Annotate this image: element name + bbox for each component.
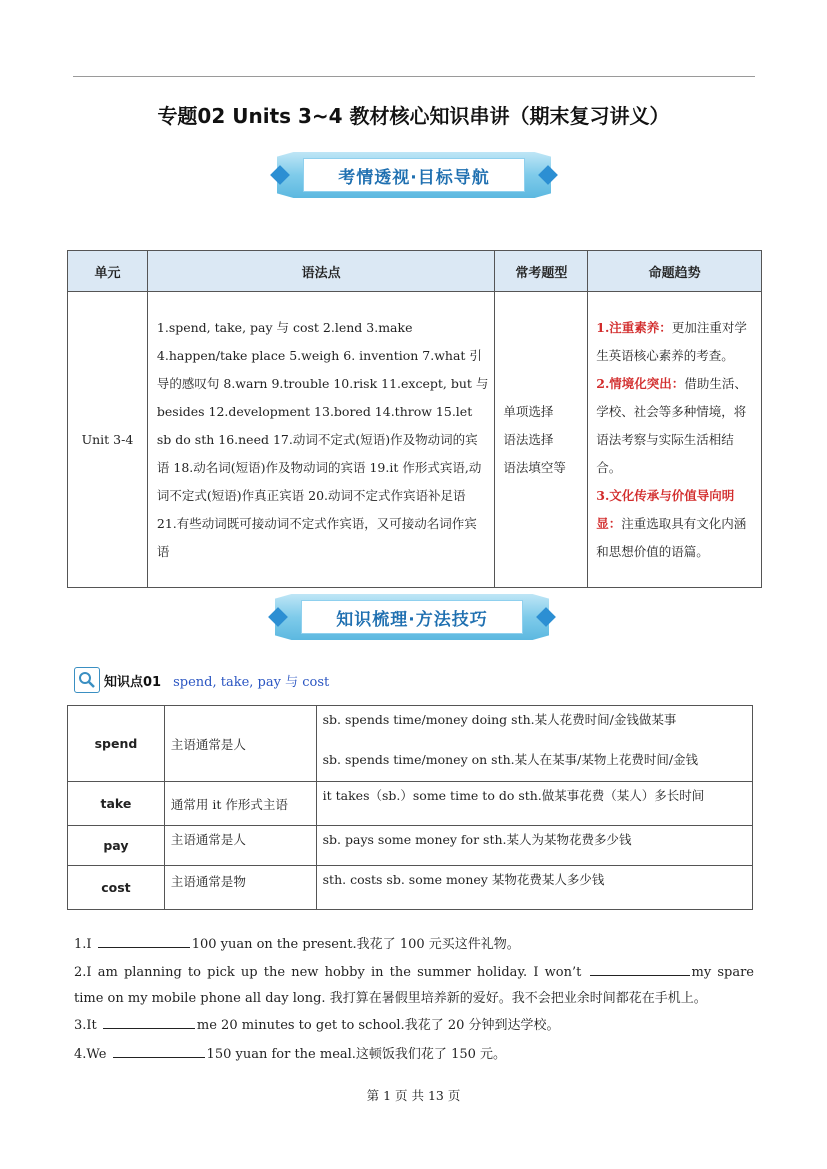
verb-subject: 主语通常是人 [164,706,316,782]
trends-cell [588,292,762,588]
banner-knowledge-methods-label: 知识梳理·方法技巧 [301,600,523,634]
exercise-text: 1.I [74,937,92,952]
question-type: 语法填空等 [503,459,566,475]
usage-line: sb. spends time/money doing sth.某人花费时间/金钱做某事 [322,712,677,727]
exercise-text: 150 yuan for the meal.这顿饭我们花了 150 元。 [206,1047,507,1062]
banner-knowledge-methods [275,594,549,640]
overview-row [68,292,762,588]
verb-word: pay [68,826,165,866]
exercise-text: me 20 minutes to get to school.我花了 20 分钟到达学校。 [196,1018,560,1033]
answer-blank[interactable] [103,1014,195,1029]
question-type: 单项选择 [503,403,554,419]
header-grammar: 语法点 [147,251,495,292]
header-trend: 命题趋势 [588,251,762,292]
exercise-text: 3.It [74,1018,97,1033]
document-title: 专题02 Units 3~4 教材核心知识串讲（期末复习讲义） [157,104,670,128]
answer-blank[interactable] [98,933,190,948]
table-row [68,782,753,826]
exercise-text: 4.We [74,1047,107,1062]
exercise-text: my spare time on my mobile phone all day long. 我打算在暑假里培养新的爱好。我不会把业余时间都花在手机上。 [74,965,754,1006]
verb-usage: it takes（sb.）some time to do sth.做某事花费（某人）多长时间 [316,782,752,826]
table-row [68,866,753,910]
overview-table [67,250,762,588]
verb-usage-table [67,705,753,910]
verb-usage: sb. pays some money for sth.某人为某物花费多少钱 [316,826,752,866]
verb-subject: 通常用 it 作形式主语 [164,782,316,826]
header-unit: 单元 [68,251,148,292]
verb-subject: 主语通常是人 [164,826,316,866]
question-types-cell [495,292,588,588]
answer-blank[interactable] [590,961,690,976]
page-footer: 第 1 页 共 13 页 [366,1088,461,1103]
trend-item [596,314,755,370]
usage-line: sb. spends time/money on sth.某人在某事/某物上花费时间/金钱 [322,752,699,767]
verb-word: spend [68,706,165,782]
header-question-type: 常考题型 [495,251,588,292]
table-row [68,706,753,782]
unit-cell: Unit 3-4 [68,292,148,588]
banner-exam-overview-label: 考情透视·目标导航 [303,158,525,192]
knowledge-point-topic: spend, take, pay 与 cost [173,674,330,690]
overview-header-row [68,251,762,292]
knowledge-point-label: 知识点01 [104,674,162,690]
trend-label: 1.注重素养： [596,319,672,335]
trend-label: 2.情境化突出： [596,375,685,391]
exercise-text: 100 yuan on the present.我花了 100 元买这件礼物。 [191,937,520,952]
exercise-text: 2.I am planning to pick up the new hobby in the summer holiday. I won’t [74,965,582,980]
answer-blank[interactable] [113,1043,205,1058]
trend-item [596,370,755,482]
table-row [68,826,753,866]
exercise-4 [74,1042,754,1068]
trend-label: 3.文化传承与价值导向明显： [596,487,735,531]
banner-exam-overview [277,152,551,198]
header-rule [73,76,755,77]
trend-text: 更加注重对学生英语核心素养的考查。 [596,319,747,363]
knowledge-point-heading [74,667,329,693]
verb-word: cost [68,866,165,910]
grammar-points-cell: 1.spend, take, pay 与 cost 2.lend 3.make 4.happen/take place 5.weigh 6. invention 7.what 引导的感叹句 8.warn 9.trouble 10.risk 11.except, but 与 besides 12.development 13.bored 14.throw 15.let sb do sth 16.need 17.动词不定式(短语)作及物动词的宾语 18.动名词(短语)作及物动词的宾语 19.it 作形式宾语,动词不定式(短语)作真正宾语 20.动词不定式作宾语补足语 21.有些动词既可接动词不定式作宾语，又可接动名词作宾语 [147,292,495,588]
verb-word: take [68,782,165,826]
trend-item [596,482,755,566]
verb-usage: sth. costs sb. some money 某物花费某人多少钱 [316,866,752,910]
trend-text: 注重选取具有文化内涵和思想价值的语篇。 [596,515,747,559]
verb-usage [316,706,752,782]
magnifier-icon [74,667,100,693]
verb-subject: 主语通常是物 [164,866,316,910]
exercise-3 [74,1013,754,1039]
exercise-2 [74,960,754,1012]
question-type: 语法选择 [503,431,554,447]
trend-text: 借助生活、学校、社会等多种情境，将语法考察与实际生活相结合。 [596,375,747,475]
exercise-1 [74,932,754,958]
